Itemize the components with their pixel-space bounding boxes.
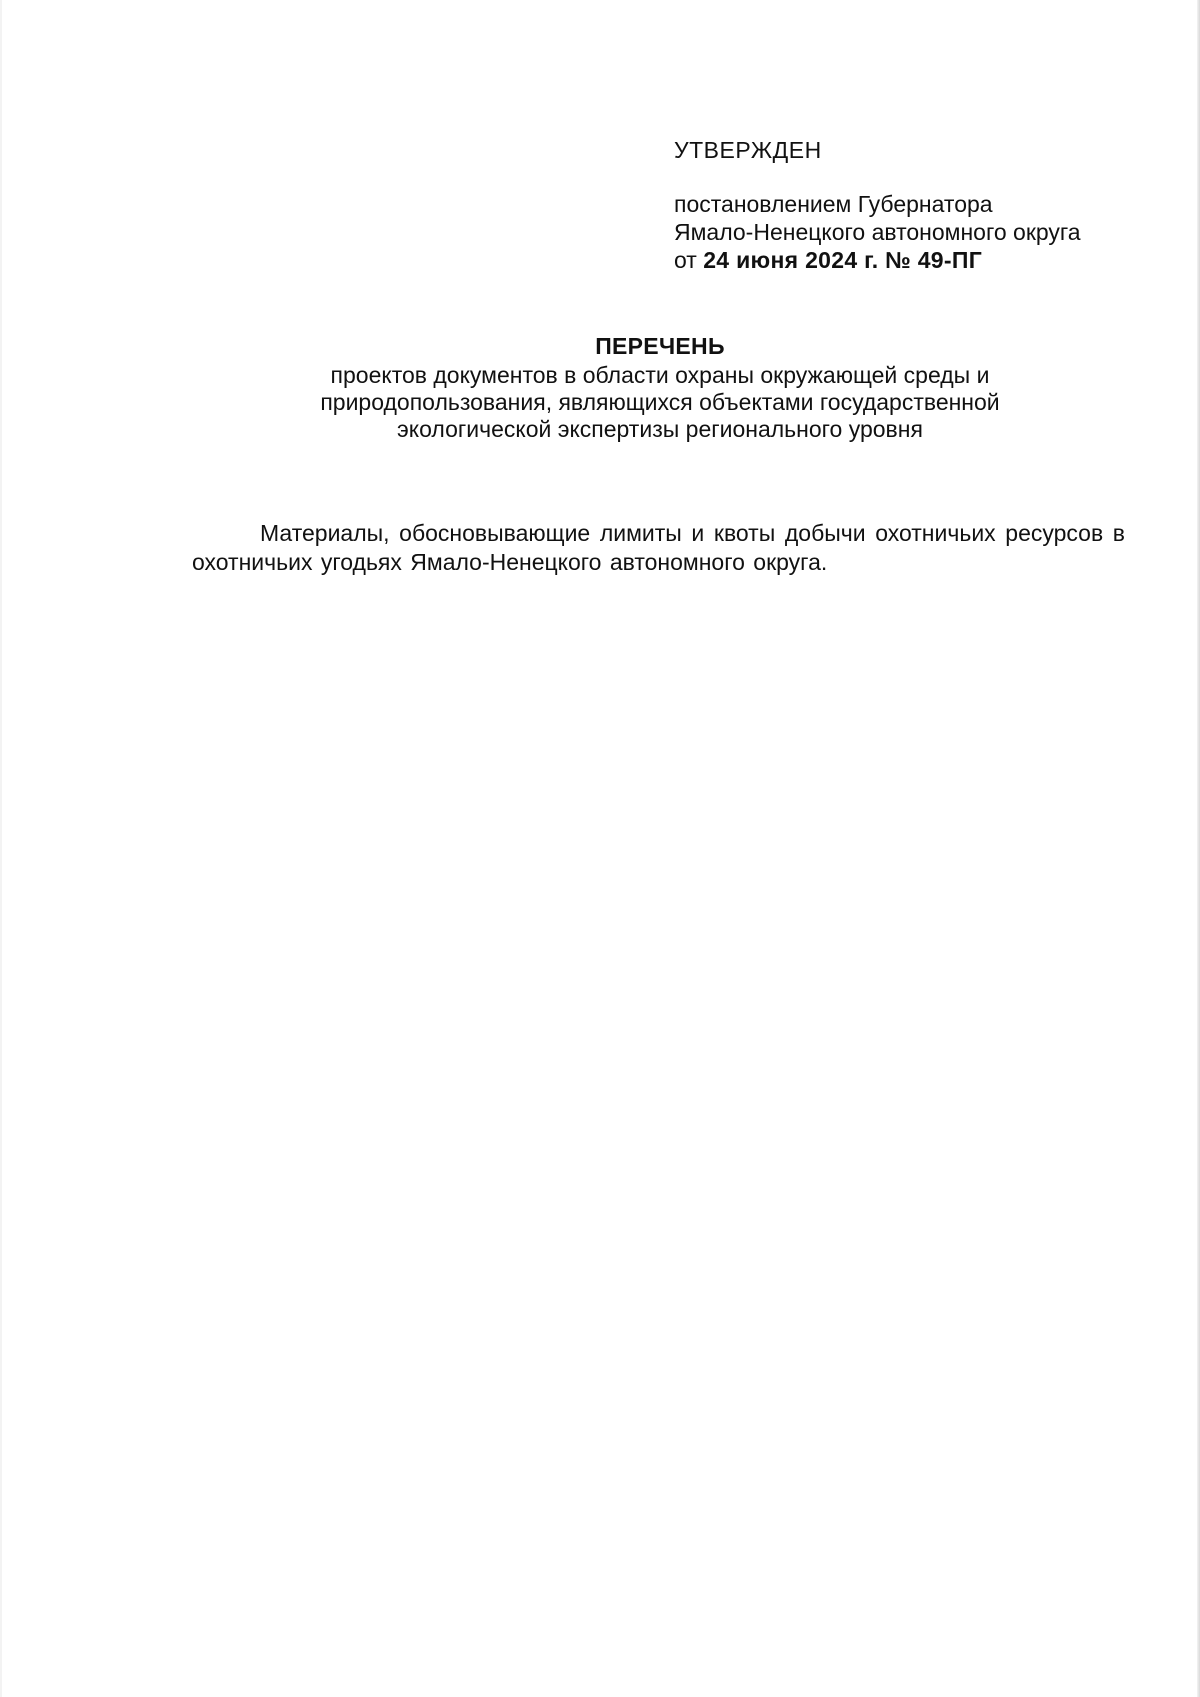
approval-date-line: [674, 246, 1081, 274]
approval-date-prefix: от: [674, 247, 697, 273]
approval-date-value: 24 июня 2024 г. № 49-ПГ: [703, 247, 983, 273]
approval-block: [674, 136, 1081, 274]
approval-line-2: Ямало-Ненецкого автономного округа: [674, 219, 1081, 245]
title-subline-2: природопользования, являющихся объектами государственной: [320, 389, 1000, 415]
document-heading: ПЕРЕЧЕНЬ: [595, 333, 725, 359]
scan-edge-left: [0, 0, 2, 1697]
body-paragraph: Материалы, обосновывающие лимиты и квоты добычи охотничьих ресурсов в охотничьих угодьях Ямало-Ненецкого автономного округа.: [192, 520, 1125, 575]
approval-line-1: постановлением Губернатора: [674, 191, 993, 217]
title-subline-3: экологической экспертизы регионального уровня: [397, 416, 923, 442]
title-block: [220, 333, 1100, 443]
approval-stamp: УТВЕРЖДЕН: [674, 137, 822, 163]
title-subline-1: проектов документов в области охраны окружающей среды и: [330, 362, 990, 388]
